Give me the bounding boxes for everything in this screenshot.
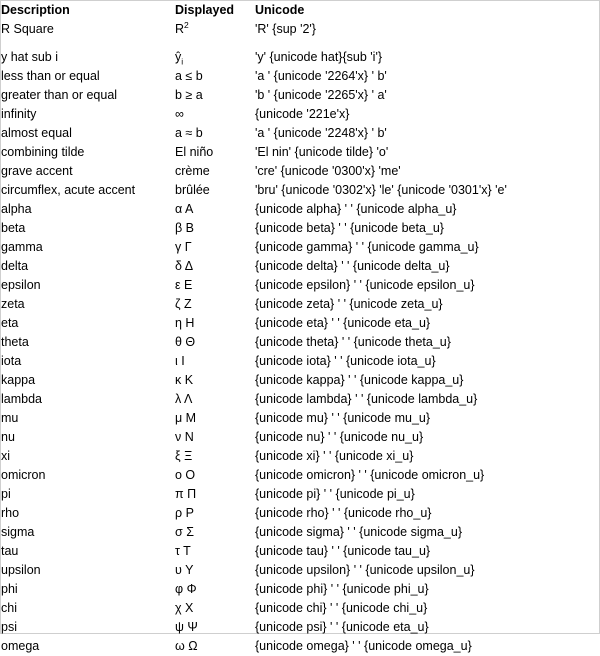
cell-unicode: {unicode psi} ' ' {unicode eta_u} — [255, 620, 429, 634]
cell-description: alpha — [1, 202, 32, 216]
cell-unicode: 'a ' {unicode '2248'x} ' b' — [255, 126, 387, 140]
cell-unicode: {unicode upsilon} ' ' {unicode upsilon_u} — [255, 563, 475, 577]
cell-displayed: θ Θ — [175, 335, 196, 349]
cell-displayed: ψ Ψ — [175, 620, 198, 634]
cell-description: grave accent — [1, 164, 73, 178]
unicode-reference-table — [1, 1, 600, 656]
cell-unicode: {unicode alpha} ' ' {unicode alpha_u} — [255, 202, 457, 216]
cell-description: combining tilde — [1, 145, 85, 159]
cell-unicode: {unicode beta} ' ' {unicode beta_u} — [255, 221, 444, 235]
subscript: i — [181, 56, 184, 67]
cell-unicode: {unicode mu} ' ' {unicode mu_u} — [255, 411, 431, 425]
cell-description: epsilon — [1, 278, 41, 292]
table-row — [1, 580, 600, 599]
column-header-unicode: Unicode — [255, 3, 305, 17]
cell-unicode: {unicode omega} ' ' {unicode omega_u} — [255, 639, 472, 653]
table-row — [1, 371, 600, 390]
cell-displayed: χ Χ — [175, 601, 194, 615]
table-row — [1, 181, 600, 200]
cell-displayed: μ Μ — [175, 411, 197, 425]
table-row — [1, 143, 600, 162]
cell-unicode: {unicode eta} ' ' {unicode eta_u} — [255, 316, 431, 330]
cell-description: less than or equal — [1, 69, 100, 83]
cell-unicode: {unicode iota} ' ' {unicode iota_u} — [255, 354, 436, 368]
cell-unicode: {unicode '221e'x} — [255, 107, 350, 121]
cell-description: upsilon — [1, 563, 41, 577]
cell-unicode: {unicode lambda} ' ' {unicode lambda_u} — [255, 392, 478, 406]
cell-displayed: η Η — [175, 316, 195, 330]
cell-description: xi — [1, 449, 11, 463]
table-row — [1, 637, 600, 656]
cell-description: pi — [1, 487, 11, 501]
cell-displayed: λ Λ — [175, 392, 193, 406]
table-row — [1, 542, 600, 561]
table-row — [1, 105, 600, 124]
cell-unicode: {unicode pi} ' ' {unicode pi_u} — [255, 487, 415, 501]
table-row — [1, 485, 600, 504]
column-header-displayed: Displayed — [175, 3, 235, 17]
table-header-row — [1, 1, 600, 20]
cell-unicode: {unicode delta} ' ' {unicode delta_u} — [255, 259, 450, 273]
cell-description: zeta — [1, 297, 25, 311]
table-row — [1, 523, 600, 542]
table-row — [1, 162, 600, 181]
table-row — [1, 124, 600, 143]
table-row — [1, 20, 600, 39]
cell-unicode: 'R' {sup '2'} — [255, 22, 316, 36]
table-row — [1, 390, 600, 409]
cell-displayed: δ Δ — [175, 259, 194, 273]
cell-unicode: {unicode omicron} ' ' {unicode omicron_u} — [255, 468, 485, 482]
table-row — [1, 257, 600, 276]
table-row — [1, 200, 600, 219]
cell-unicode: {unicode epsilon} ' ' {unicode epsilon_u} — [255, 278, 475, 292]
cell-displayed: ε Ε — [175, 278, 193, 292]
table-row — [1, 352, 600, 371]
cell-displayed: υ Υ — [175, 563, 194, 577]
cell-unicode: {unicode phi} ' ' {unicode phi_u} — [255, 582, 429, 596]
cell-displayed: ρ Ρ — [175, 506, 194, 520]
cell-unicode: {unicode tau} ' ' {unicode tau_u} — [255, 544, 431, 558]
cell-description: y hat sub i — [1, 50, 58, 64]
cell-description: R Square — [1, 22, 54, 36]
cell-displayed: β Β — [175, 221, 195, 235]
superscript: 2 — [184, 19, 189, 30]
cell-description: mu — [1, 411, 19, 425]
table-row — [1, 504, 600, 523]
cell-description: iota — [1, 354, 22, 368]
column-header-description: Description — [1, 3, 70, 17]
cell-displayed: crème — [175, 164, 210, 178]
cell-unicode: {unicode gamma} ' ' {unicode gamma_u} — [255, 240, 479, 254]
cell-description: beta — [1, 221, 26, 235]
cell-description: nu — [1, 430, 15, 444]
cell-description: theta — [1, 335, 29, 349]
table-row — [1, 333, 600, 352]
cell-unicode: 'a ' {unicode '2264'x} ' b' — [255, 69, 387, 83]
table-row — [1, 238, 600, 257]
table-row — [1, 39, 600, 67]
table-row — [1, 67, 600, 86]
cell-description: rho — [1, 506, 20, 520]
cell-unicode: {unicode rho} ' ' {unicode rho_u} — [255, 506, 432, 520]
table-row — [1, 276, 600, 295]
table-row — [1, 466, 600, 485]
cell-displayed: γ Γ — [175, 240, 192, 254]
table-row — [1, 409, 600, 428]
cell-unicode: {unicode kappa} ' ' {unicode kappa_u} — [255, 373, 464, 387]
cell-unicode: 'El nin' {unicode tilde} 'o' — [255, 145, 389, 159]
cell-displayed: ∞ — [175, 107, 184, 121]
cell-description: kappa — [1, 373, 36, 387]
cell-displayed: τ Τ — [175, 544, 191, 558]
cell-description: lambda — [1, 392, 42, 406]
cell-displayed: $R^2$ — [175, 19, 189, 36]
cell-unicode: {unicode chi} ' ' {unicode chi_u} — [255, 601, 428, 615]
cell-description: gamma — [1, 240, 43, 254]
cell-displayed: a ≤ b — [175, 69, 203, 83]
cell-displayed: π Π — [175, 487, 197, 501]
cell-displayed: El niño — [175, 145, 214, 159]
cell-unicode: 'y' {unicode hat}{sub 'i'} — [255, 50, 383, 64]
table-row — [1, 428, 600, 447]
cell-unicode: {unicode sigma} ' ' {unicode sigma_u} — [255, 525, 463, 539]
cell-displayed: o Ο — [175, 468, 196, 482]
cell-description: greater than or equal — [1, 88, 118, 102]
cell-description: sigma — [1, 525, 35, 539]
cell-description: omicron — [1, 468, 46, 482]
cell-description: phi — [1, 582, 18, 596]
table-row — [1, 295, 600, 314]
cell-unicode: 'cre' {unicode '0300'x} 'me' — [255, 164, 401, 178]
cell-displayed: a ≈ b — [175, 126, 203, 140]
cell-displayed: ν Ν — [175, 430, 194, 444]
cell-unicode: 'b ' {unicode '2265'x} ' a' — [255, 88, 387, 102]
cell-unicode: {unicode nu} ' ' {unicode nu_u} — [255, 430, 424, 444]
cell-description: tau — [1, 544, 19, 558]
cell-displayed: α Α — [175, 202, 194, 216]
cell-unicode: {unicode zeta} ' ' {unicode zeta_u} — [255, 297, 443, 311]
table-row — [1, 561, 600, 580]
table-row — [1, 599, 600, 618]
cell-description: chi — [1, 601, 17, 615]
cell-description: omega — [1, 639, 40, 653]
cell-displayed: κ Κ — [175, 373, 194, 387]
cell-description: delta — [1, 259, 29, 273]
cell-displayed: ω Ω — [175, 639, 198, 653]
table-body — [1, 20, 600, 656]
table-row — [1, 447, 600, 466]
cell-unicode: 'bru' {unicode '0302'x} 'le' {unicode '0301'x} 'e' — [255, 183, 507, 197]
cell-displayed: brûlée — [175, 183, 210, 197]
table-header — [1, 1, 600, 20]
cell-description: circumflex, acute accent — [1, 183, 136, 197]
cell-displayed: b ≥ a — [175, 88, 203, 102]
cell-displayed: σ Σ — [175, 525, 194, 539]
table-row — [1, 86, 600, 105]
table-row — [1, 219, 600, 238]
cell-description: infinity — [1, 107, 37, 121]
cell-description: eta — [1, 316, 19, 330]
cell-displayed: ζ Ζ — [175, 297, 192, 311]
cell-displayed: ξ Ξ — [175, 449, 193, 463]
table-row — [1, 314, 600, 333]
cell-displayed: φ Φ — [175, 582, 197, 596]
cell-description: psi — [1, 620, 17, 634]
cell-displayed: ι Ι — [175, 354, 185, 368]
cell-description: almost equal — [1, 126, 72, 140]
cell-unicode: {unicode xi} ' ' {unicode xi_u} — [255, 449, 414, 463]
cell-unicode: {unicode theta} ' ' {unicode theta_u} — [255, 335, 451, 349]
table-row — [1, 618, 600, 637]
cell-displayed: $ŷ_i$ — [175, 50, 184, 67]
